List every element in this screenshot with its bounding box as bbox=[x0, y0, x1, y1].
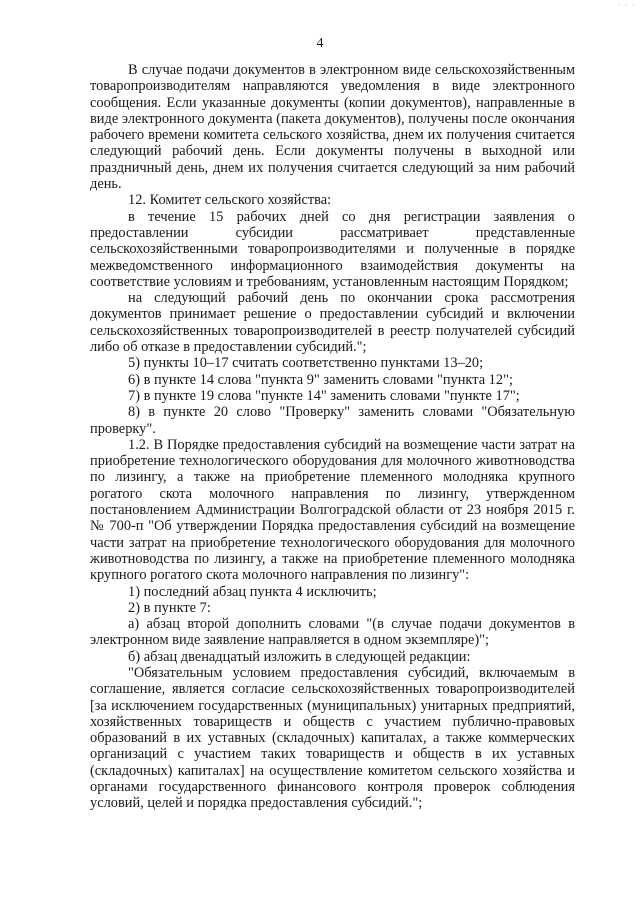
document-body bbox=[90, 62, 575, 812]
paragraph-item-6: 6) в пункте 14 слова "пункта 9" заменить словами "пункта 12"; bbox=[128, 371, 513, 388]
page-number: 4 bbox=[316, 36, 324, 51]
paragraph-committee-heading: 12. Комитет сельского хозяйства: bbox=[128, 192, 332, 209]
paragraph-sub-a: а) абзац второй дополнить словами "(в случае подачи документов в электронном виде заявление направляется в одном экземпляре)"; bbox=[90, 616, 575, 649]
paragraph-item-7: 7) в пункте 19 слова "пункте 14" заменить словами "пункте 17"; bbox=[128, 387, 520, 404]
paragraph-item-8: 8) в пункте 20 слово "Проверку" заменить словами "Обязательную проверку". bbox=[90, 404, 575, 437]
paragraph-mandatory-condition: "Обязательным условием предоставления субсидий, включаемым в соглашение, является согласие сельскохозяйственных товаропроизводителей [за исключением государственных (муниципальных) унитарных предприятий, хозяйственных товариществ и обществ с участием публично-правовых образований в их уставных (складочных) капиталах, а также коммерческих организаций с участием таких товариществ и обществ в их уставных (складочных) капиталах] на осуществление комитетом сельского хозяйства и органами государственного финансового контроля проверок соблюдения условий, целей и порядка предоставления субсидий."; bbox=[90, 664, 575, 812]
paragraph-item-5: 5) пункты 10–17 считать соответственно пунктами 13–20; bbox=[128, 355, 484, 372]
paragraph-section-1-2: 1.2. В Порядке предоставления субсидий на возмещение части затрат на приобретение технологического оборудования для молочного животноводства по лизингу, а также на приобретение племенного молодняка крупного рогатого скота молочного направления по лизингу, утвержденном постановлением Администрации Волгоградской области от 23 ноября 2015 г. № 700-п "Об утверждении Порядка предоставления субсидий на возмещение части затрат на приобретение технологического оборудования для молочного животноводства по лизингу, а также на приобретение племенного молодняка крупного рогатого скота молочного направления по лизингу": bbox=[90, 436, 575, 584]
paragraph-sub-1: 1) последний абзац пункта 4 исключить; bbox=[128, 583, 377, 600]
paragraph-review-period: в течение 15 рабочих дней со дня регистрации заявления о предоставлении субсидии рассматривает представленные сельскохозяйственными товаропроизводителями и полученные в порядке межведомственного информационного взаимодействия документы на соответствие условиям и требованиям, установленным настоящим Порядком; bbox=[90, 208, 575, 290]
paragraph-decision: на следующий рабочий день по окончании срока рассмотрения документов принимает решение о предоставлении субсидий и включении сельскохозяйственных товаропроизводителей в реестр получателей субсидий либо об отказе в предоставлении субсидий."; bbox=[90, 290, 575, 356]
paragraph-sub-b: б) абзац двенадцатый изложить в следующей редакции: bbox=[128, 648, 471, 665]
paragraph-electronic-notification: В случае подачи документов в электронном виде сельскохозяйственным товаропроизводителям направляются уведомления в виде электронного сообщения. Если указанные документы (копии документов), направленные в виде электронного документа (пакета документов), получены после окончания рабочего времени комитета сельского хозяйства, днем их получения считается следующий рабочий день. Если документы получены в выходной или праздничный день, днем их получения считается следующий за ним рабочий день. bbox=[90, 62, 575, 193]
corner-mark: · · · bbox=[617, 0, 636, 10]
paragraph-sub-2: 2) в пункте 7: bbox=[128, 599, 211, 616]
